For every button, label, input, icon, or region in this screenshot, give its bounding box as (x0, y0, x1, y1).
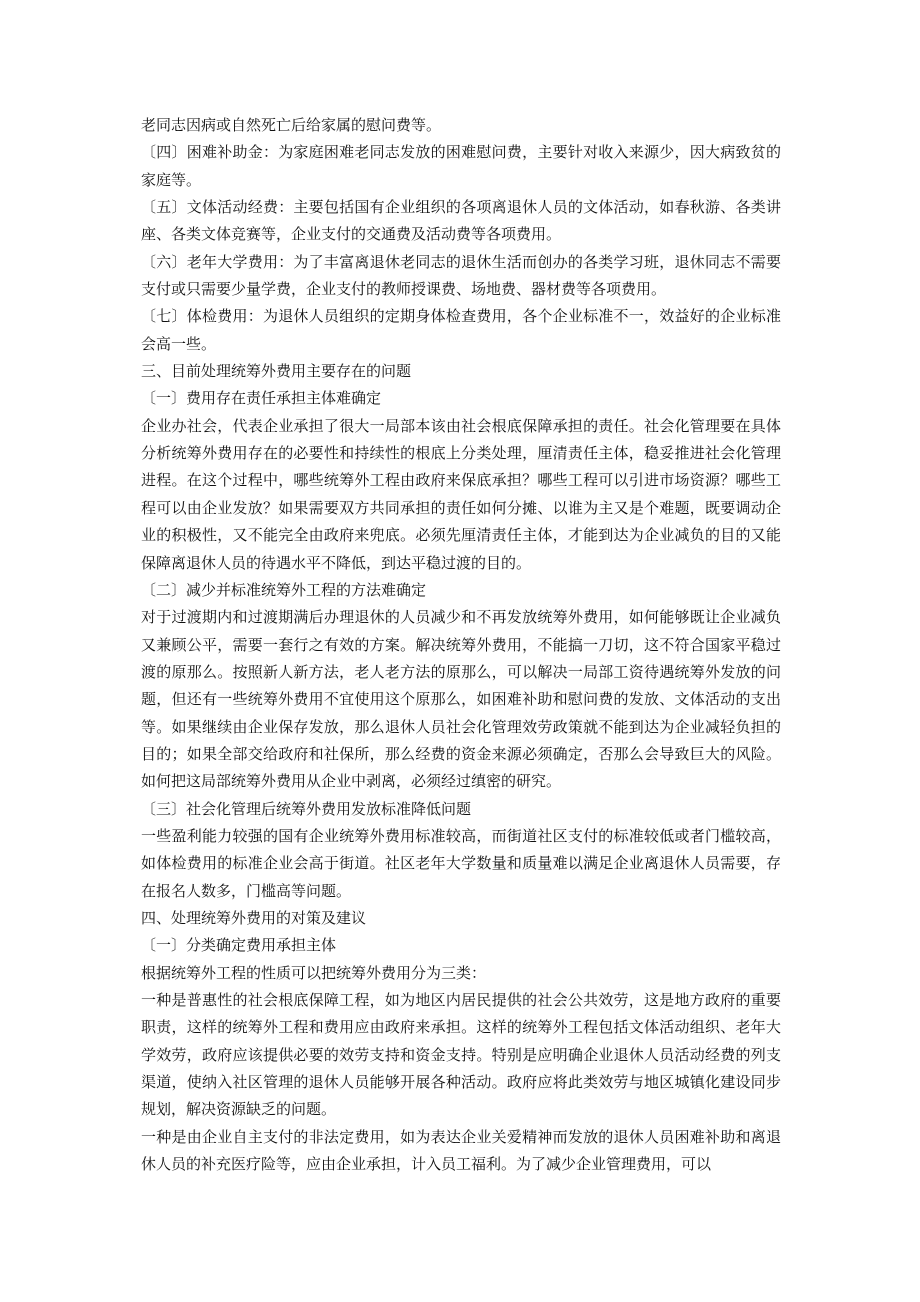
paragraph-4-1-intro: 根据统筹外工程的性质可以把统筹外费用分为三类： (141, 963, 487, 982)
section-heading-4: 四、处理统筹外费用的对策及建议 (141, 908, 367, 927)
subheading-3-2: 〔二〕减少并标准统筹外工程的方法难确定 (141, 580, 427, 599)
subheading-3-3: 〔三〕社会化管理后统筹外费用发放标准降低问题 (141, 799, 472, 818)
paragraph-4-1-type-one: 一种是普惠性的社会根底保障工程，如为地区内居民提供的社会公共效劳，这是地方政府的重要职责，这样的统筹外工程和费用应由政府来承担。这样的统筹外工程包括文体活动组织、老年大学效劳，政府应该提供必要的效劳支持和资金支持。特别是应明确企业退休人员活动经费的列支渠道，使纳入社区管理的退休人员能够开展各种活动。政府应将此类效劳与地区城镇化建设同步规划，解决资源缺乏的问题。 (141, 991, 781, 1119)
subheading-4-1: 〔一〕分类确定费用承担主体 (141, 936, 337, 955)
paragraph-3-1-body: 企业办社会，代表企业承担了很大一局部本该由社会根底保障承担的责任。社会化管理要在具体分析统筹外费用存在的必要性和持续性的根底上分类处理，厘清责任主体，稳妥推进社会化管理进程。在这个过程中，哪些统筹外工程由政府来保底承担？哪些工程可以引进市场资源？哪些工程可以由企业发放？如果需要双方共同承担的责任如何分摊、以谁为主又是个难题，既要调动企业的积极性，又不能完全由政府来兜底。必须先厘清责任主体，才能到达为企业减负的目的又能保障离退休人员的待遇水平不降低，到达平稳过渡的目的。 (141, 416, 781, 572)
paragraph-cultural-activity-funds: 〔五〕文体活动经费：主要包括国有企业组织的各项离退休人员的文体活动，如春秋游、各类讲座、各类文体竞赛等，企业支付的交通费及活动费等各项费用。 (141, 198, 781, 244)
paragraph-3-3-body: 一些盈利能力较强的国有企业统筹外费用标准较高，而街道社区支付的标准较低或者门槛较高，如体检费用的标准企业会高于街道。社区老年大学数量和质量难以满足企业离退休人员需要，存在报名人数多，门槛高等问题。 (141, 826, 781, 900)
paragraph-hardship-subsidy: 〔四〕困难补助金：为家庭困难老同志发放的困难慰问费，主要针对收入来源少，因大病致贫的家庭等。 (141, 143, 781, 189)
subheading-3-1: 〔一〕费用存在责任承担主体难确定 (141, 389, 382, 408)
document-page (141, 112, 781, 1178)
paragraph-health-check-costs: 〔七〕体检费用：为退休人员组织的定期身体检查费用，各个企业标准不一，效益好的企业标准会高一些。 (141, 307, 781, 353)
paragraph-3-2-body: 对于过渡期内和过渡期满后办理退休的人员减少和不再发放统筹外费用，如何能够既让企业减负又兼顾公平，需要一套行之有效的方案。解决统筹外费用，不能搞一刀切，这不符合国家平稳过渡的原那么。按照新人新方法，老人老方法的原那么，可以解决一局部工资待遇统筹外发放的问题，但还有一些统筹外费用不宜使用这个原那么，如困难补助和慰问费的发放、文体活动的支出等。如果继续由企业保存发放，那么退休人员社会化管理效劳政策就不能到达为企业减轻负担的目的；如果全部交给政府和社保所，那么经费的资金来源必须确定，否那么会导致巨大的风险。如何把这局部统筹外费用从企业中剥离，必须经过缜密的研究。 (141, 608, 781, 791)
paragraph-4-1-type-two: 一种是由企业自主支付的非法定费用，如为表达企业关爱精神而发放的退休人员困难补助和离退休人员的补充医疗险等，应由企业承担，计入员工福利。为了减少企业管理费用，可以 (141, 1127, 781, 1174)
paragraph-condolence-continuation: 老同志因病或自然死亡后给家属的慰问费等。 (141, 116, 442, 134)
paragraph-senior-university-costs: 〔六〕老年大学费用：为了丰富离退休老同志的退休生活而创办的各类学习班，退休同志不需要支付或只需要少量学费，企业支付的教师授课费、场地费、器材费等各项费用。 (141, 252, 781, 299)
section-heading-3: 三、目前处理统筹外费用主要存在的问题 (141, 362, 412, 381)
